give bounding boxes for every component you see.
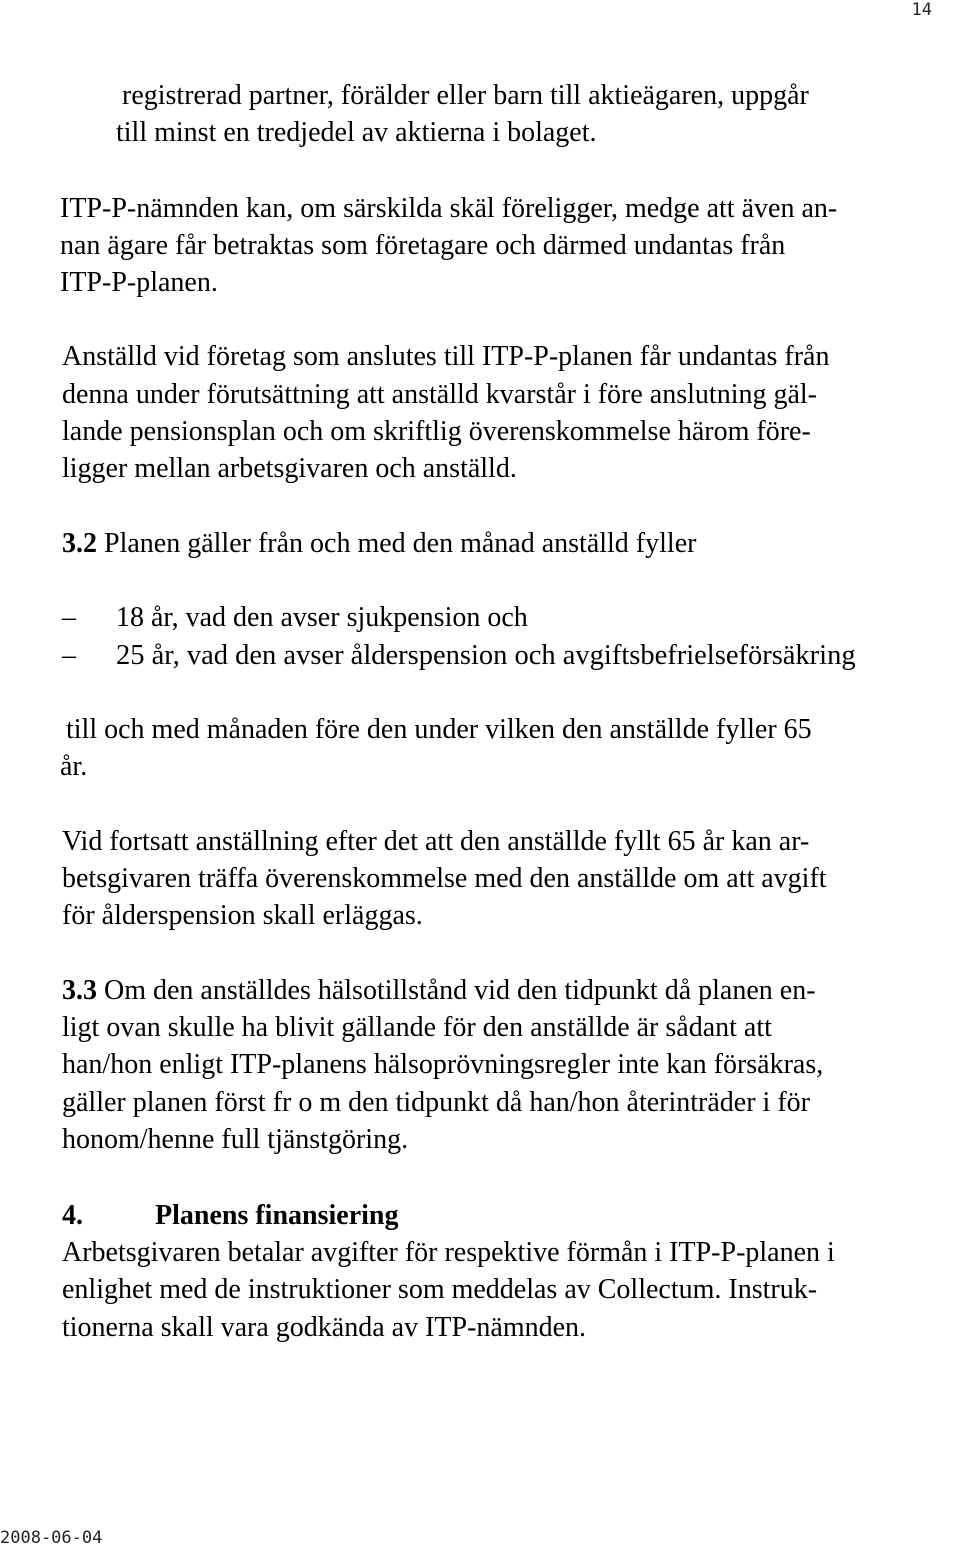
- text-line: registrerad partner, förälder eller barn till aktieägaren, uppgår: [122, 80, 809, 111]
- text-line: ITP-P-planen.: [60, 267, 218, 298]
- text-line: enlighet med de instruktioner som meddelas av Collectum. Instruk-: [62, 1274, 818, 1305]
- list-bullet: –: [62, 602, 76, 633]
- list-item-text: 25 år, vad den avser ålderspension och avgiftsbefrielseförsäkring: [116, 640, 856, 671]
- section-number: 3.3: [62, 975, 97, 1006]
- footer-date: 2008-06-04: [0, 1528, 103, 1548]
- page-number: 14: [911, 0, 932, 20]
- text-line: Arbetsgivaren betalar avgifter för respektive förmån i ITP-P-planen i: [62, 1237, 835, 1268]
- section-heading: [62, 1198, 83, 1234]
- section-intro-line: [62, 526, 696, 562]
- text-line: tionerna skall vara godkända av ITP-nämnden.: [62, 1312, 587, 1343]
- section-intro-text: Planen gäller från och med den månad anställd fyller: [104, 528, 697, 559]
- text-line: till och med månaden före den under vilken den anställde fyller 65: [66, 714, 812, 745]
- section-intro-line: [62, 973, 816, 1009]
- list-item-text: 18 år, vad den avser sjukpension och: [116, 602, 528, 633]
- section-number: 4.: [62, 1200, 83, 1231]
- text-line: nan ägare får betraktas som företagare och därmed undantas från: [60, 230, 786, 261]
- text-line: för ålderspension skall erläggas.: [62, 900, 423, 931]
- text-line: till minst en tredjedel av aktierna i bolaget.: [116, 117, 597, 148]
- section-intro-text: Om den anställdes hälsotillstånd vid den tidpunkt då planen en-: [104, 975, 816, 1006]
- text-line: gäller planen först fr o m den tidpunkt då han/hon återinträder i för: [62, 1087, 810, 1118]
- text-line: Vid fortsatt anställning efter det att den anställde fyllt 65 år kan ar-: [62, 826, 810, 857]
- text-line: Anställd vid företag som anslutes till ITP-P-planen får undantas från: [62, 341, 830, 372]
- text-line: ligt ovan skulle ha blivit gällande för den anställde är sådant att: [62, 1012, 772, 1043]
- section-number: 3.2: [62, 528, 97, 559]
- text-line: ITP-P-nämnden kan, om särskilda skäl föreligger, medge att även an-: [60, 193, 838, 224]
- text-line: lande pensionsplan och om skriftlig överenskommelse härom före-: [62, 416, 811, 447]
- text-line: denna under förutsättning att anställd kvarstår i före anslutning gäl-: [62, 379, 818, 410]
- text-line: ligger mellan arbetsgivaren och anställd.: [62, 453, 517, 484]
- text-line: år.: [60, 751, 88, 782]
- text-line: han/hon enligt ITP-planens hälsoprövningsregler inte kan försäkras,: [62, 1049, 824, 1080]
- text-line: honom/henne full tjänstgöring.: [62, 1124, 409, 1155]
- section-title: Planens finansiering: [155, 1200, 399, 1231]
- list-bullet: –: [62, 640, 76, 671]
- text-line: betsgivaren träffa överenskommelse med den anställde om att avgift: [62, 863, 827, 894]
